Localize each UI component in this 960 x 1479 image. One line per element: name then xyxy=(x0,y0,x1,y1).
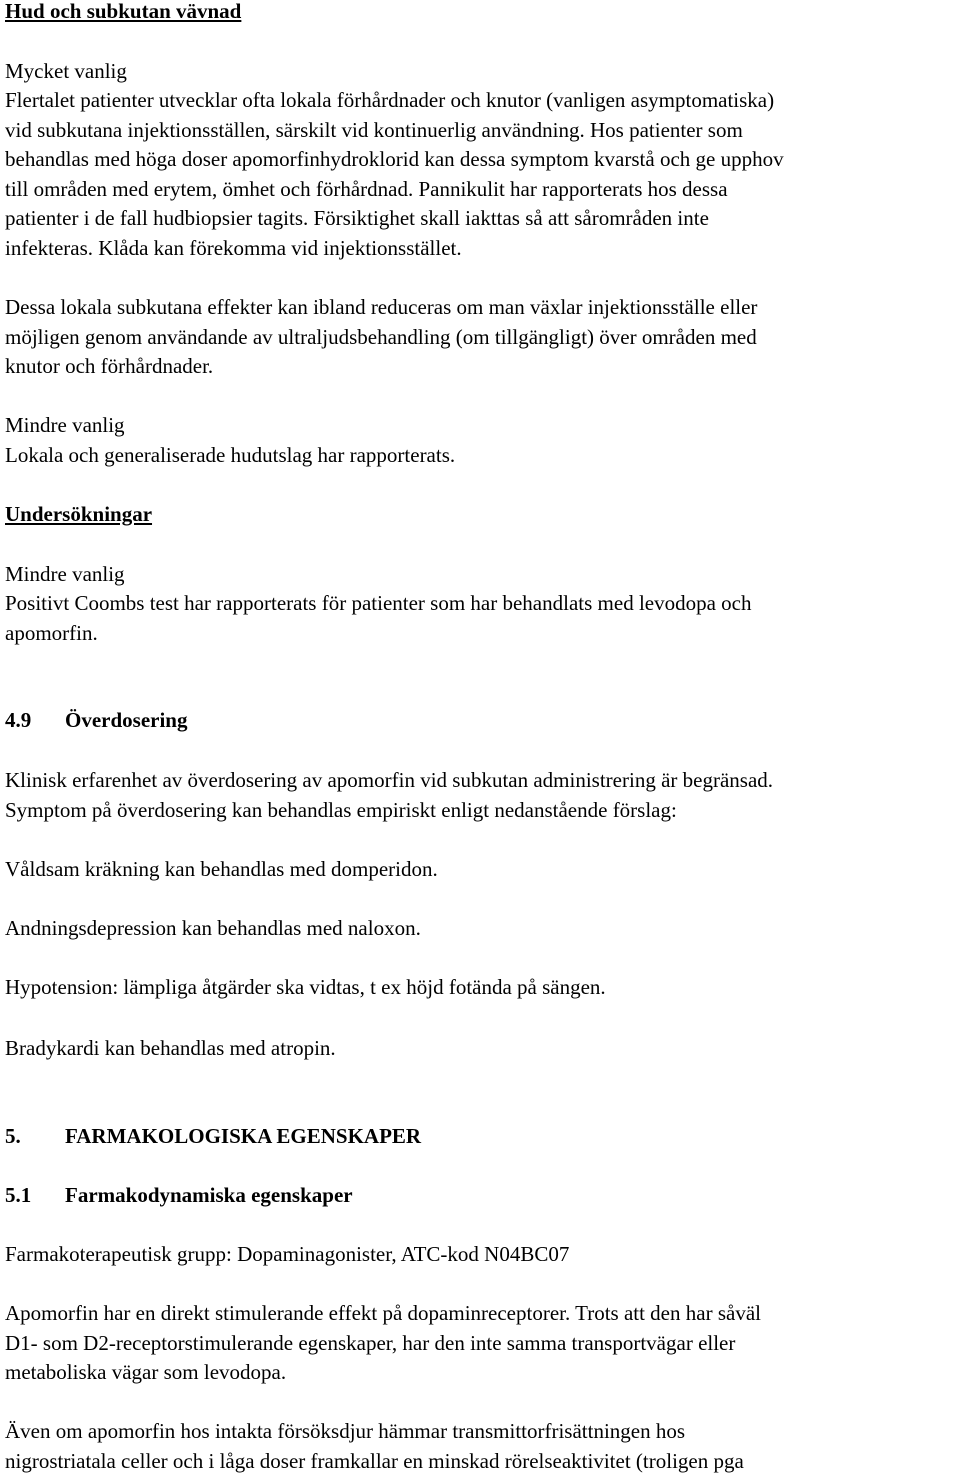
section-heading-overdosering xyxy=(5,706,954,736)
section-title: Farmakodynamiska egenskaper xyxy=(65,1183,353,1207)
paragraph-overdosering-intro xyxy=(5,766,954,825)
frequency-label: Mycket vanlig xyxy=(5,59,127,83)
section-number: 4.9 xyxy=(5,708,32,732)
section-number: 5. xyxy=(5,1124,21,1148)
section-heading-farmakodynamiska xyxy=(5,1181,954,1211)
text-line: Klinisk erfarenhet av överdosering av apomorfin vid subkutan administrering är begränsad. xyxy=(5,768,774,792)
text-line: patienter i de fall hudbiopsier tagits. Försiktighet skall iakttas så att sårområden inte xyxy=(5,206,709,231)
paragraph-farmakodynamiska-2 xyxy=(5,1417,954,1476)
text-line: D1- som D2-receptorstimulerande egenskaper, har den inte samma transportvägar eller xyxy=(5,1330,736,1355)
paragraph-hud-2 xyxy=(5,293,954,382)
text-line: apomorfin. xyxy=(5,620,98,645)
text-line: Positivt Coombs test har rapporterats för patienter som har behandlats med levodopa och xyxy=(5,591,752,615)
section-heading-undersokningar: Undersökningar xyxy=(5,502,153,526)
text-line: Flertalet patienter utvecklar ofta lokala förhårdnader och knutor (vanligen asymptomatiska) xyxy=(5,88,775,112)
overdose-item: Våldsam kräkning kan behandlas med domperidon. xyxy=(5,857,438,881)
section-heading-hud: Hud och subkutan vävnad xyxy=(5,0,242,23)
text-line: till områden med erytem, ömhet och förhårdnad. Pannikulit har rapporterats hos dessa xyxy=(5,176,728,201)
text-line: Dessa lokala subkutana effekter kan ibland reduceras om man växlar injektionsställe eller xyxy=(5,295,758,319)
text-line: Apomorfin har en direkt stimulerande effekt på dopaminreceptorer. Trots att den har såväl xyxy=(5,1301,761,1325)
overdose-item: Bradykardi kan behandlas med atropin. xyxy=(5,1036,336,1060)
text-line: möjligen genom användande av ultraljudsbehandling (om tillgängligt) över områden med xyxy=(5,324,757,349)
overdose-item: Hypotension: lämpliga åtgärder ska vidtas, t ex höjd fotända på sängen. xyxy=(5,975,606,999)
text-line: knutor och förhårdnader. xyxy=(5,354,214,379)
frequency-label: Mindre vanlig xyxy=(5,562,125,586)
paragraph-hud-3: Lokala och generaliserade hudutslag har rapporterats. xyxy=(5,443,456,467)
paragraph-hud-1 xyxy=(5,86,954,264)
text-line: behandlas med höga doser apomorfinhydroklorid kan dessa symptom kvarstå och ge upphov xyxy=(5,147,784,172)
paragraph-undersokningar xyxy=(5,589,954,648)
text-line: Symptom på överdosering kan behandlas empiriskt enligt nedanstående förslag: xyxy=(5,797,677,822)
section-number: 5.1 xyxy=(5,1183,32,1207)
overdose-item: Andningsdepression kan behandlas med naloxon. xyxy=(5,916,421,940)
text-line: nigrostriatala celler och i låga doser framkallar en minskad rörelseaktivitet (troligen pga xyxy=(5,1448,744,1473)
text-line: Även om apomorfin hos intakta försöksdjur hämmar transmittorfrisättningen hos xyxy=(5,1419,686,1443)
frequency-label: Mindre vanlig xyxy=(5,413,125,437)
paragraph-farmakodynamiska-1 xyxy=(5,1299,954,1388)
text-line: infekteras. Klåda kan förekomma vid injektionsstället. xyxy=(5,235,462,260)
pharmacotherapeutic-group: Farmakoterapeutisk grupp: Dopaminagonister, ATC-kod N04BC07 xyxy=(5,1242,570,1266)
text-line: vid subkutana injektionsställen, särskilt vid kontinuerlig användning. Hos patienter som xyxy=(5,117,743,142)
section-heading-farmakologiska xyxy=(5,1122,954,1152)
section-title: Överdosering xyxy=(65,708,188,732)
section-title: FARMAKOLOGISKA EGENSKAPER xyxy=(65,1124,422,1148)
text-line: metaboliska vägar som levodopa. xyxy=(5,1360,287,1385)
